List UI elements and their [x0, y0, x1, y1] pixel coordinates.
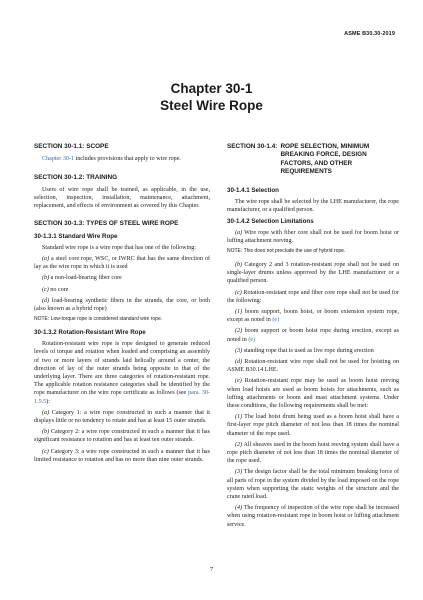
- item-label: (b): [235, 262, 243, 268]
- item-text: Category 3: a wire rope constructed in such a manner that it has limited resistance to rotation and has no more than nine outer strands.: [34, 448, 210, 463]
- category-item-a: [34, 409, 210, 425]
- section-training-heading: SECTION 30-1.2: TRAINING: [34, 173, 118, 181]
- chapter-link[interactable]: Chapter 30-1: [42, 156, 74, 163]
- item-label: (3): [235, 469, 243, 476]
- limitation-subitem-e1: [227, 413, 399, 438]
- page-number: 7: [209, 566, 214, 573]
- section-types-heading: SECTION 30-1.3: TYPES OF STEEL WIRE ROPE: [34, 220, 179, 228]
- right-column: [227, 143, 399, 532]
- item-label: (3): [235, 347, 243, 354]
- item-label: (d): [235, 359, 243, 366]
- item-label: (a): [42, 255, 50, 262]
- limitation-item-c: [227, 289, 399, 305]
- section-title: ROPE SELECTION, MINIMUM BREAKING FORCE, DESIGN FACTORS, AND OTHER REQUIREMENTS: [280, 143, 370, 175]
- item-text: Wire rope with fiber core shall not be used for boom hoist or luffing attachment reeving.: [227, 229, 399, 244]
- item-text: standing rope that is used as live rope during erection: [242, 347, 374, 354]
- selection-limitations-heading: 30-1.4.2 Selection Limitations: [227, 217, 314, 225]
- list-item-b: [34, 274, 210, 282]
- item-label: (a): [42, 409, 50, 416]
- list-item-a: [34, 255, 210, 271]
- list-item-c: [34, 286, 210, 294]
- item-label: (2): [235, 328, 243, 335]
- section-number: SECTION 30-1.4:: [227, 143, 278, 150]
- chapter-title: Steel Wire Rope: [160, 98, 263, 113]
- item-text: boom support, boom hoist, or boom extension system rope, except as noted in: [227, 309, 399, 324]
- paragraph-text: Rotation-resistant wire rope is rope designed to generate reduced levels of torque and rotation when loaded and comprising an assembly of two or more layers of strands laid helically around a center, the direction of lay of the outer strands being opposite to that of the underlying layer. There are three categories of rotation-resistant rope. The applicable rotation resistance categories shall be identified by the rope manufacturer on the wire rope certificate as follows (see: [34, 341, 210, 397]
- item-text: The design factor shall be the total minimum breaking force of all parts of rope in the system divided by the load imposed on the rope system when supporting the static weights of the structure and the crane rated load.: [227, 469, 399, 501]
- item-text: a non-load-bearing fiber core: [49, 275, 122, 282]
- section-selection-heading: [227, 143, 399, 176]
- item-text: Category 2: a wire rope constructed in such a manner that it has significant resistance to rotation and has at least ten outer strands.: [34, 429, 210, 444]
- standard-rope-paragraph: Standard wire rope is a wire rope that has one of the following:: [42, 244, 196, 251]
- chapter-heading: [0, 80, 423, 114]
- item-label: (4): [235, 505, 243, 512]
- item-text: a steel core rope, WSC, or IWRC that has the same direction of lay as the wire rope in which it is used: [34, 255, 210, 271]
- limitation-subitem-c1: [227, 308, 399, 324]
- rotation-resistant-paragraph: [34, 340, 210, 406]
- item-e-link[interactable]: (e): [248, 336, 256, 343]
- item-label: (b): [42, 429, 50, 436]
- item-text: Category 1: a wire rope constructed in such a manner that it displays little or no tendency to rotate and has at least 15 outer strands.: [34, 409, 210, 424]
- limitation-item-e: [227, 377, 399, 410]
- standard-wire-rope-heading: 30-1.3.1 Standard Wire Rope: [34, 232, 118, 240]
- item-label: (b): [42, 275, 50, 282]
- training-paragraph: Users of wire rope shall be trained, as applicable, in the use, selection, inspection, installation, maintenance, attachment, replacement, and effects of environment as covered by this Chapter.: [34, 186, 210, 210]
- category-item-b: [34, 428, 210, 444]
- scope-text: includes provisions that apply to wire rope.: [73, 156, 181, 163]
- selection-paragraph: The wire rope shall be selected by the LHE manufacturer, the rope manufacturer, or a qualified person.: [227, 199, 399, 214]
- item-text: no core: [48, 286, 69, 293]
- item-text: The load hoist drum being used as a boom hoist shall have a first-layer rope pitch diameter of not less than 18 times the nominal diameter of the rope used.: [227, 414, 399, 437]
- item-label: (c): [42, 286, 49, 293]
- item-text: The frequency of inspection of the wire rope shall be increased when using rotation-resistant rope in boom hoist or luffing attachment service.: [227, 505, 399, 528]
- item-text: Rotation-resistant rope may be used as boom hoist reeving when load hoists are used as boom hoists for attachments, such as luffing attachments or boom and mast attachment systems. Under these conditions, the following requirements shall be met:: [227, 378, 399, 410]
- limitation-subitem-c3: [227, 347, 399, 355]
- item-label: (d): [42, 297, 50, 304]
- category-item-c: [34, 448, 210, 464]
- item-text: Rotation-resistant wire rope shall not be used for hoisting on ASME B30.14 LHE.: [227, 359, 399, 374]
- item-label: (1): [235, 309, 243, 316]
- item-label: (c): [42, 448, 49, 455]
- chapter-number: Chapter 30-1: [170, 81, 253, 96]
- item-label: (1): [235, 414, 243, 421]
- item-text: boom support or boom hoist rope during erection, except as noted in: [227, 328, 399, 343]
- limitation-item-a: [227, 229, 399, 245]
- limitation-subitem-e2: [227, 441, 399, 466]
- limitation-subitem-e4: [227, 504, 399, 529]
- selection-heading: 30-1.4.1 Selection: [227, 187, 279, 195]
- limitation-subitem-c2: [227, 327, 399, 343]
- limitation-item-d: [227, 358, 399, 374]
- item-text: load-bearing synthetic fibers in the strands, the core, or both (also known as a hybrid rope): [34, 297, 210, 312]
- item-label: (2): [235, 441, 243, 448]
- item-e-link[interactable]: (e): [272, 317, 280, 324]
- note-low-torque: NOTE: Low-torque rope is considered standard wire rope.: [34, 316, 163, 323]
- left-column: [34, 143, 210, 467]
- item-text: All sheaves used in the boom hoist reeving system shall have a rope pitch diameter of not less than 18 times the nominal diameter of the rope used.: [227, 441, 399, 465]
- paragraph-end: ):: [46, 398, 50, 405]
- section-scope-heading: SECTION 30-1.1: SCOPE: [34, 143, 109, 150]
- limitation-subitem-e3: [227, 468, 399, 501]
- limitation-item-b: [227, 261, 399, 286]
- document-code-header: ASME B30.30-2019: [344, 31, 395, 37]
- note-hybrid-rope: NOTE: This does not preclude the use of hybrid rope.: [227, 248, 346, 254]
- para-link[interactable]: para. 30-1.5.5: [34, 390, 210, 405]
- list-item-d: [34, 297, 210, 313]
- rotation-resistant-heading: 30-1.3.2 Rotation-Resistant Wire Rope: [34, 329, 146, 337]
- item-text: Rotation-resistant rope and fiber core rope shall not be used for the following:: [227, 289, 399, 304]
- item-label: (e): [235, 378, 242, 385]
- item-text: Category 2 and 3 rotation-resistant rope shall not be used on single-layer drums unless approved by the LHE manufacturer or a qualified person.: [227, 262, 399, 285]
- item-label: (c): [235, 289, 242, 296]
- scope-paragraph: [34, 155, 210, 163]
- item-label: (a): [235, 229, 243, 236]
